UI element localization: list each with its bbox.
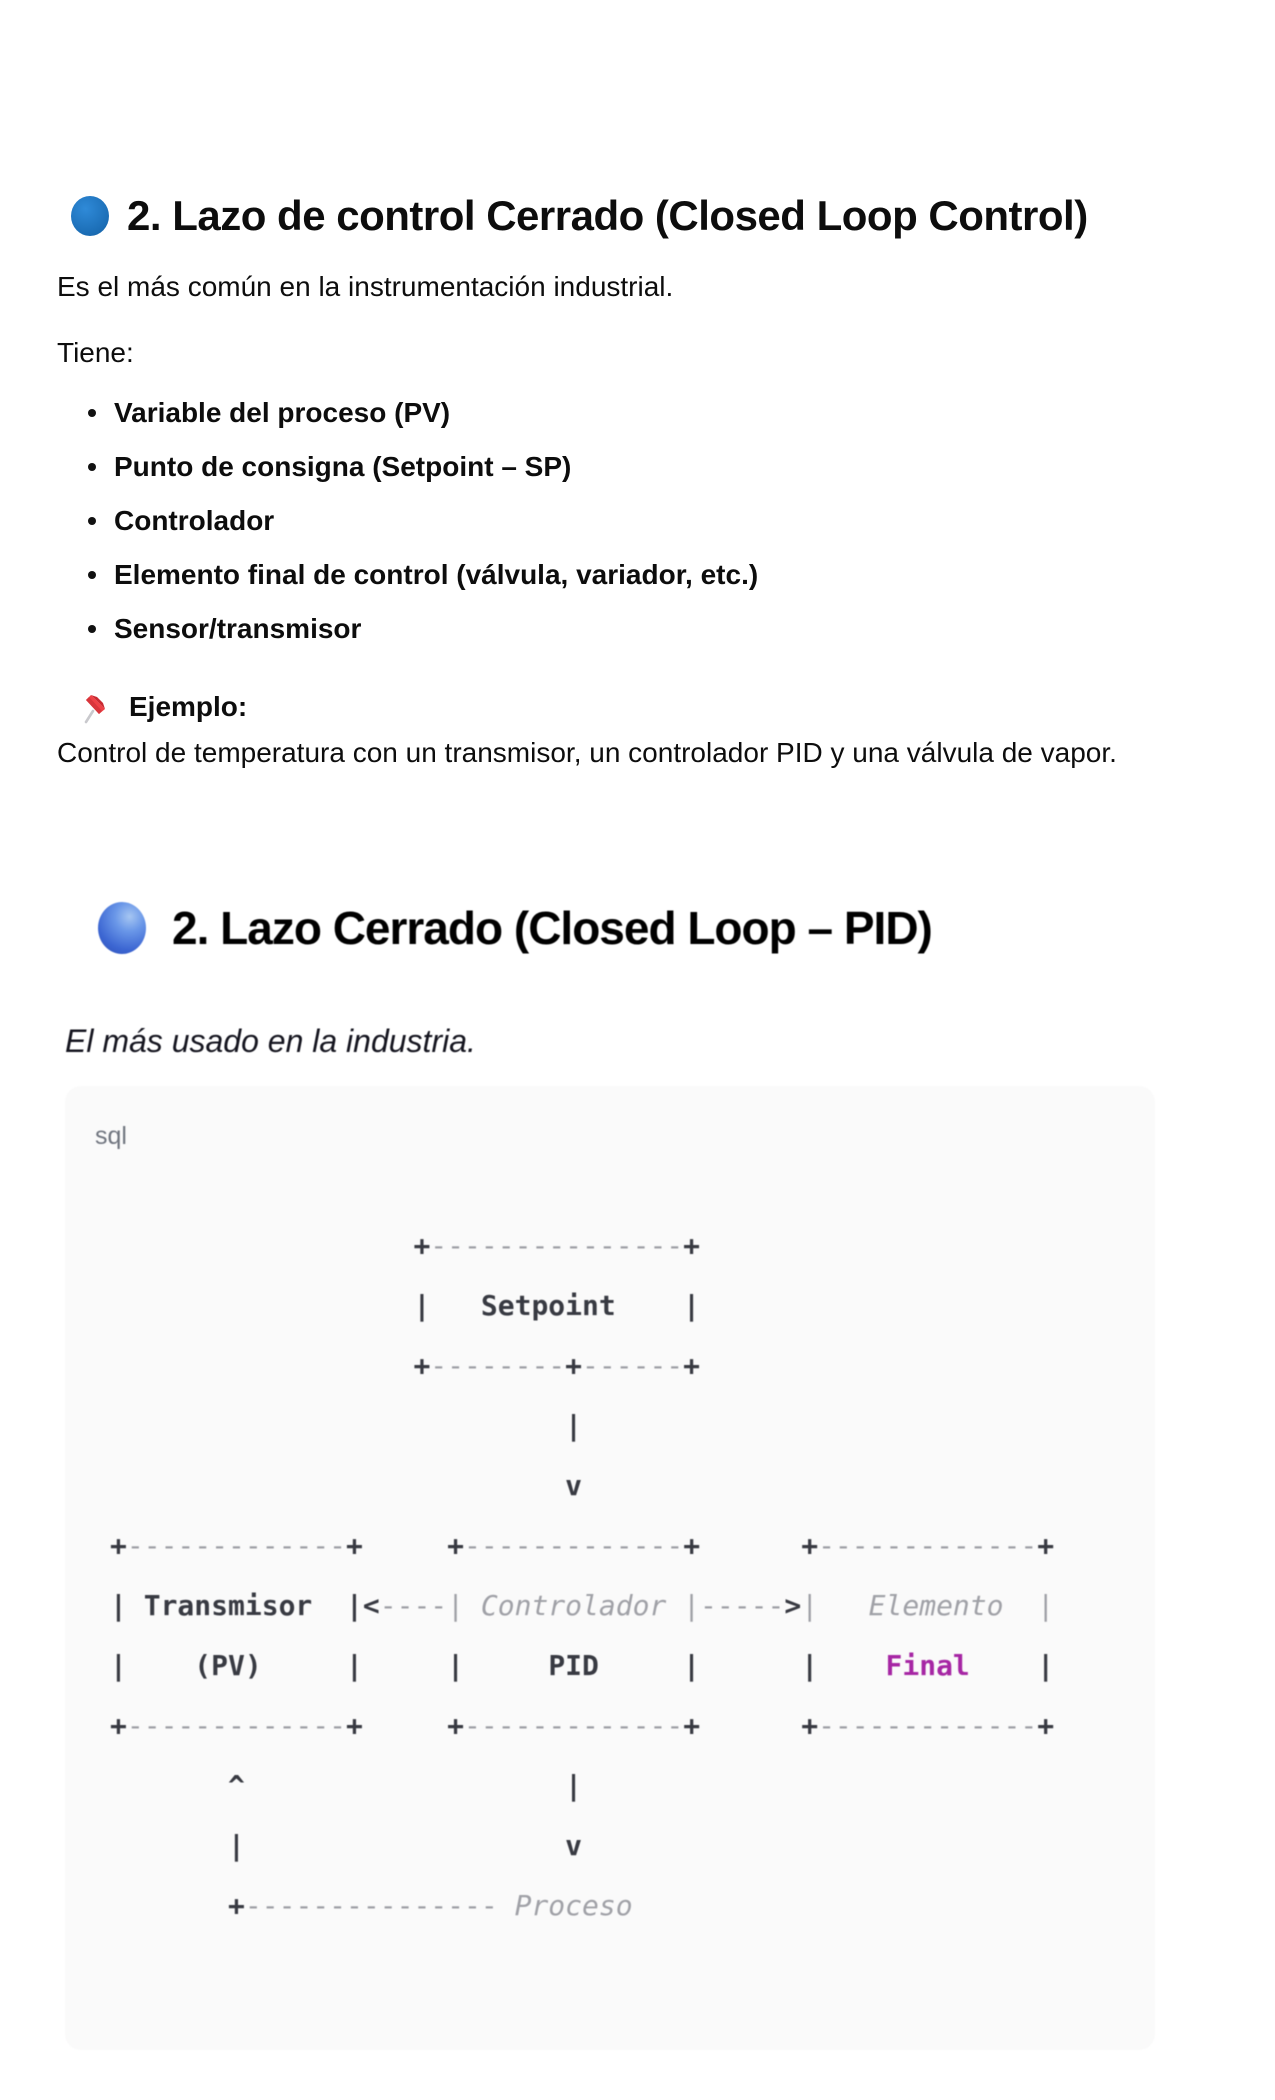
diagram-segment: +: [447, 1529, 465, 1562]
diagram-segment: [363, 1709, 447, 1742]
diagram-segment: [110, 1829, 228, 1862]
diagram-segment: +: [447, 1709, 465, 1742]
diagram-segment: +: [110, 1529, 127, 1562]
diagram-segment: +: [413, 1349, 431, 1382]
list-label: Tiene:: [57, 337, 134, 368]
diagram-segment: |: [969, 1649, 1055, 1682]
pushpin-icon: [77, 689, 111, 725]
bullet-icon: [88, 625, 96, 633]
diagram-segment: [110, 1349, 413, 1382]
diagram-segment: [363, 1529, 447, 1562]
list-item-label: Variable del proceso (PV): [114, 397, 451, 428]
diagram-segment: [110, 1229, 413, 1262]
diagram-segment: +: [228, 1889, 245, 1922]
diagram-segment: -----: [700, 1589, 785, 1622]
section-heading-row: [57, 192, 1220, 240]
diagram-segment: ---------------: [430, 1229, 684, 1262]
diagram-segment: [700, 1709, 801, 1742]
diagram-segment: <: [362, 1589, 380, 1622]
diagram-segment: | Controlador |: [447, 1589, 701, 1622]
diagram-segment: [110, 1469, 565, 1502]
diagram-segment: +: [683, 1529, 701, 1562]
list-item: [88, 394, 1220, 432]
blue-sphere-icon: [98, 902, 146, 954]
feature-list: [57, 394, 1220, 648]
diagram-segment: +: [683, 1349, 701, 1382]
diagram-segment: [700, 1529, 801, 1562]
diagram-segment: Proceso: [514, 1889, 633, 1922]
diagram-segment: -------------: [126, 1529, 347, 1562]
diagram-segment: -------------: [818, 1529, 1038, 1562]
diagram-segment: [700, 1649, 801, 1682]
diagram-segment: +: [1037, 1709, 1055, 1742]
diagram-segment: +: [413, 1229, 431, 1262]
diagram-segment: v: [565, 1469, 583, 1502]
diagram-segment: [245, 1829, 565, 1862]
image-subtitle: El más usado en la industria.: [65, 1023, 476, 1059]
image-heading: 2. Lazo Cerrado (Closed Loop – PID): [172, 902, 932, 954]
ascii-loop-diagram: [95, 1216, 1155, 1936]
list-item-label: Controlador: [114, 505, 275, 536]
list-item: [88, 502, 1220, 540]
code-block: [65, 1086, 1155, 2050]
diagram-segment: +: [346, 1529, 363, 1562]
diagram-segment: +: [565, 1349, 583, 1382]
diagram-segment: ^: [228, 1769, 245, 1802]
code-language-label: sql: [95, 1122, 127, 1150]
diagram-segment: [110, 1409, 565, 1442]
diagram-segment: |: [801, 1649, 886, 1682]
diagram-segment: -------------: [126, 1709, 347, 1742]
bullet-icon: [88, 517, 96, 525]
intro-paragraph: Es el más común en la instrumentación industrial.: [57, 271, 674, 302]
list-item-label: Sensor/transmisor: [114, 613, 362, 644]
diagram-segment: +: [1037, 1529, 1055, 1562]
image-heading-row: [98, 900, 1220, 956]
diagram-segment: | Setpoint |: [413, 1289, 701, 1322]
diagram-segment: ------: [582, 1349, 684, 1382]
diagram-segment: Final: [885, 1649, 970, 1682]
list-item: [88, 556, 1220, 594]
diagram-segment: [110, 1289, 413, 1322]
bullet-icon: [88, 463, 96, 471]
diagram-segment: |: [565, 1409, 583, 1442]
diagram-segment: | Elemento |: [801, 1589, 1055, 1622]
list-item: [88, 610, 1220, 648]
diagram-segment: +: [683, 1709, 701, 1742]
bullet-icon: [88, 409, 96, 417]
diagram-segment: [245, 1769, 565, 1802]
blue-circle-icon: [71, 196, 109, 236]
diagram-segment: -------------: [464, 1529, 684, 1562]
diagram-segment: +: [110, 1709, 127, 1742]
list-item: [88, 448, 1220, 486]
diagram-segment: |: [565, 1769, 583, 1802]
bullet-icon: [88, 571, 96, 579]
diagram-segment: -------------: [464, 1709, 684, 1742]
diagram-segment: >: [784, 1589, 802, 1622]
diagram-segment: [363, 1649, 447, 1682]
diagram-segment: --------: [430, 1349, 566, 1382]
diagram-segment: -------------: [818, 1709, 1038, 1742]
list-item-label: Punto de consigna (Setpoint – SP): [114, 451, 572, 482]
diagram-segment: |: [228, 1829, 245, 1862]
diagram-segment: v: [565, 1829, 583, 1862]
diagram-segment: +: [346, 1709, 363, 1742]
diagram-segment: ---------------: [244, 1889, 515, 1922]
section-heading: 2. Lazo de control Cerrado (Closed Loop Control): [127, 192, 1088, 239]
diagram-segment: [110, 1889, 228, 1922]
example-label-row: [77, 688, 1220, 726]
diagram-segment: [110, 1769, 228, 1802]
diagram-segment: | PID |: [447, 1649, 701, 1682]
diagram-segment: | Transmisor |: [110, 1589, 363, 1622]
diagram-segment: | (PV) |: [110, 1649, 363, 1682]
diagram-segment: ----: [379, 1589, 448, 1622]
diagram-segment: +: [801, 1529, 819, 1562]
diagram-segment: +: [801, 1709, 819, 1742]
example-label: Ejemplo:: [129, 691, 248, 722]
embedded-image-section: [57, 900, 1220, 2050]
example-text: Control de temperatura con un transmisor, un controlador PID y una válvula de vapor.: [57, 737, 1117, 768]
list-item-label: Elemento final de control (válvula, variador, etc.): [114, 559, 759, 590]
diagram-segment: +: [683, 1229, 701, 1262]
